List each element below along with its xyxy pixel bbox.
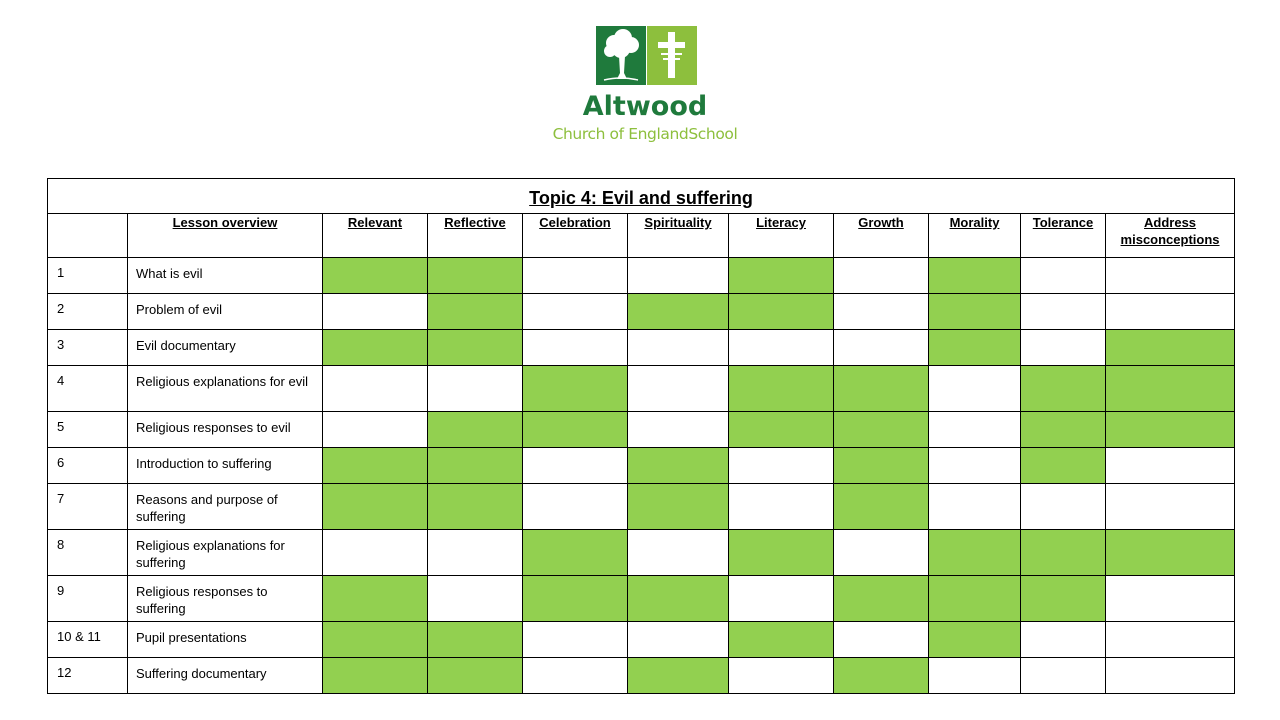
theme-cell-empty xyxy=(1021,658,1106,694)
tree-icon xyxy=(596,26,646,85)
theme-cell-highlighted xyxy=(834,366,929,412)
theme-cell-highlighted xyxy=(1021,576,1106,622)
lesson-title: Problem of evil xyxy=(128,294,323,330)
table-row xyxy=(48,530,1235,576)
lesson-title: Pupil presentations xyxy=(128,622,323,658)
theme-cell-highlighted xyxy=(834,658,929,694)
school-logo xyxy=(540,24,750,149)
theme-cell-highlighted xyxy=(323,448,428,484)
theme-cell-highlighted xyxy=(323,484,428,530)
theme-cell-highlighted xyxy=(729,258,834,294)
theme-cell-empty xyxy=(628,412,729,448)
theme-cell-highlighted xyxy=(428,294,523,330)
lesson-title: Religious explanations for evil xyxy=(128,366,323,412)
theme-cell-empty xyxy=(1106,658,1235,694)
theme-cell-highlighted xyxy=(523,412,628,448)
theme-cell-empty xyxy=(834,294,929,330)
lesson-title: Evil documentary xyxy=(128,330,323,366)
theme-cell-empty xyxy=(1106,294,1235,330)
theme-cell-empty xyxy=(834,330,929,366)
theme-cell-empty xyxy=(523,258,628,294)
theme-cell-highlighted xyxy=(428,622,523,658)
table-row xyxy=(48,658,1235,694)
header-row xyxy=(48,214,1235,258)
header-spirituality: Spirituality xyxy=(628,214,729,258)
lesson-number: 2 xyxy=(48,294,128,330)
theme-cell-highlighted xyxy=(834,448,929,484)
theme-cell-empty xyxy=(729,448,834,484)
theme-cell-empty xyxy=(628,530,729,576)
theme-cell-highlighted xyxy=(1021,412,1106,448)
theme-cell-empty xyxy=(729,330,834,366)
theme-cell-highlighted xyxy=(428,658,523,694)
lesson-title: Religious responses to evil xyxy=(128,412,323,448)
header-number xyxy=(48,214,128,258)
lesson-number: 8 xyxy=(48,530,128,576)
theme-cell-highlighted xyxy=(323,576,428,622)
theme-cell-highlighted xyxy=(323,330,428,366)
theme-cell-empty xyxy=(523,330,628,366)
theme-cell-empty xyxy=(323,412,428,448)
lesson-title: Religious responses to suffering xyxy=(128,576,323,622)
lesson-title: Religious explanations for suffering xyxy=(128,530,323,576)
theme-cell-empty xyxy=(1106,622,1235,658)
header-address-misconceptions: Address misconceptions xyxy=(1106,214,1235,258)
logo-emblem xyxy=(596,26,697,85)
theme-cell-empty xyxy=(1021,622,1106,658)
header-celebration: Celebration xyxy=(523,214,628,258)
theme-cell-empty xyxy=(1021,484,1106,530)
theme-cell-highlighted xyxy=(1106,330,1235,366)
theme-cell-empty xyxy=(628,366,729,412)
theme-cell-empty xyxy=(523,622,628,658)
theme-cell-highlighted xyxy=(628,448,729,484)
theme-cell-highlighted xyxy=(1106,412,1235,448)
theme-cell-empty xyxy=(1106,258,1235,294)
theme-cell-empty xyxy=(729,484,834,530)
theme-cell-empty xyxy=(323,294,428,330)
theme-cell-empty xyxy=(428,366,523,412)
theme-cell-highlighted xyxy=(929,530,1021,576)
theme-cell-highlighted xyxy=(428,448,523,484)
theme-cell-highlighted xyxy=(428,484,523,530)
lesson-number: 3 xyxy=(48,330,128,366)
theme-cell-empty xyxy=(323,366,428,412)
theme-cell-empty xyxy=(834,258,929,294)
theme-cell-highlighted xyxy=(929,258,1021,294)
theme-cell-empty xyxy=(1021,294,1106,330)
theme-cell-highlighted xyxy=(929,622,1021,658)
theme-cell-highlighted xyxy=(729,294,834,330)
lesson-number: 6 xyxy=(48,448,128,484)
theme-cell-empty xyxy=(929,658,1021,694)
lesson-title: Reasons and purpose of suffering xyxy=(128,484,323,530)
header-literacy: Literacy xyxy=(729,214,834,258)
lesson-table xyxy=(47,178,1235,694)
header-lesson-overview: Lesson overview xyxy=(128,214,323,258)
table-row xyxy=(48,258,1235,294)
theme-cell-highlighted xyxy=(323,658,428,694)
lesson-title: Suffering documentary xyxy=(128,658,323,694)
theme-cell-empty xyxy=(523,658,628,694)
table-title: Topic 4: Evil and suffering xyxy=(529,187,753,208)
theme-cell-highlighted xyxy=(834,576,929,622)
table-title-cell xyxy=(48,179,1235,214)
lesson-title: Introduction to suffering xyxy=(128,448,323,484)
theme-cell-empty xyxy=(1021,330,1106,366)
theme-cell-highlighted xyxy=(929,576,1021,622)
header-reflective: Reflective xyxy=(428,214,523,258)
theme-cell-empty xyxy=(1106,576,1235,622)
theme-cell-highlighted xyxy=(323,258,428,294)
header-growth: Growth xyxy=(834,214,929,258)
theme-cell-highlighted xyxy=(929,294,1021,330)
lesson-title: What is evil xyxy=(128,258,323,294)
table-row xyxy=(48,484,1235,530)
theme-cell-highlighted xyxy=(834,484,929,530)
theme-cell-highlighted xyxy=(729,412,834,448)
theme-cell-highlighted xyxy=(628,576,729,622)
theme-cell-empty xyxy=(834,622,929,658)
header-tolerance: Tolerance xyxy=(1021,214,1106,258)
theme-cell-empty xyxy=(929,448,1021,484)
theme-cell-empty xyxy=(929,366,1021,412)
table-row xyxy=(48,622,1235,658)
table-row xyxy=(48,330,1235,366)
theme-cell-empty xyxy=(428,530,523,576)
theme-cell-highlighted xyxy=(523,576,628,622)
theme-cell-highlighted xyxy=(428,330,523,366)
lesson-number: 10 & 11 xyxy=(48,622,128,658)
theme-cell-empty xyxy=(1106,448,1235,484)
theme-cell-empty xyxy=(628,622,729,658)
header-relevant: Relevant xyxy=(323,214,428,258)
theme-cell-highlighted xyxy=(428,412,523,448)
theme-cell-empty xyxy=(628,258,729,294)
lesson-number: 1 xyxy=(48,258,128,294)
table-row xyxy=(48,294,1235,330)
theme-cell-empty xyxy=(428,576,523,622)
theme-cell-highlighted xyxy=(929,330,1021,366)
theme-cell-highlighted xyxy=(1021,448,1106,484)
theme-cell-highlighted xyxy=(1106,366,1235,412)
header-morality: Morality xyxy=(929,214,1021,258)
lesson-number: 12 xyxy=(48,658,128,694)
theme-cell-highlighted xyxy=(323,622,428,658)
theme-cell-empty xyxy=(834,530,929,576)
theme-cell-empty xyxy=(929,412,1021,448)
theme-cell-empty xyxy=(523,294,628,330)
theme-cell-highlighted xyxy=(1106,530,1235,576)
theme-cell-highlighted xyxy=(729,622,834,658)
lesson-number: 9 xyxy=(48,576,128,622)
table-row xyxy=(48,412,1235,448)
theme-cell-empty xyxy=(323,530,428,576)
theme-cell-empty xyxy=(729,576,834,622)
theme-cell-empty xyxy=(523,448,628,484)
theme-cell-empty xyxy=(929,484,1021,530)
theme-cell-highlighted xyxy=(628,658,729,694)
theme-cell-highlighted xyxy=(834,412,929,448)
theme-cell-empty xyxy=(523,484,628,530)
lesson-number: 5 xyxy=(48,412,128,448)
theme-cell-highlighted xyxy=(428,258,523,294)
theme-cell-highlighted xyxy=(729,530,834,576)
table-row xyxy=(48,366,1235,412)
table-row xyxy=(48,448,1235,484)
theme-cell-empty xyxy=(1021,258,1106,294)
theme-cell-empty xyxy=(628,330,729,366)
theme-cell-empty xyxy=(729,658,834,694)
theme-cell-empty xyxy=(1106,484,1235,530)
lesson-number: 4 xyxy=(48,366,128,412)
lesson-number: 7 xyxy=(48,484,128,530)
theme-cell-highlighted xyxy=(628,294,729,330)
school-subtitle: Church of EnglandSchool xyxy=(552,125,738,143)
theme-cell-highlighted xyxy=(729,366,834,412)
theme-cell-highlighted xyxy=(523,530,628,576)
theme-cell-highlighted xyxy=(628,484,729,530)
school-name: Altwood xyxy=(582,91,708,122)
table-row xyxy=(48,576,1235,622)
theme-cell-highlighted xyxy=(1021,530,1106,576)
theme-cell-highlighted xyxy=(523,366,628,412)
theme-cell-highlighted xyxy=(1021,366,1106,412)
cross-icon xyxy=(647,26,697,85)
